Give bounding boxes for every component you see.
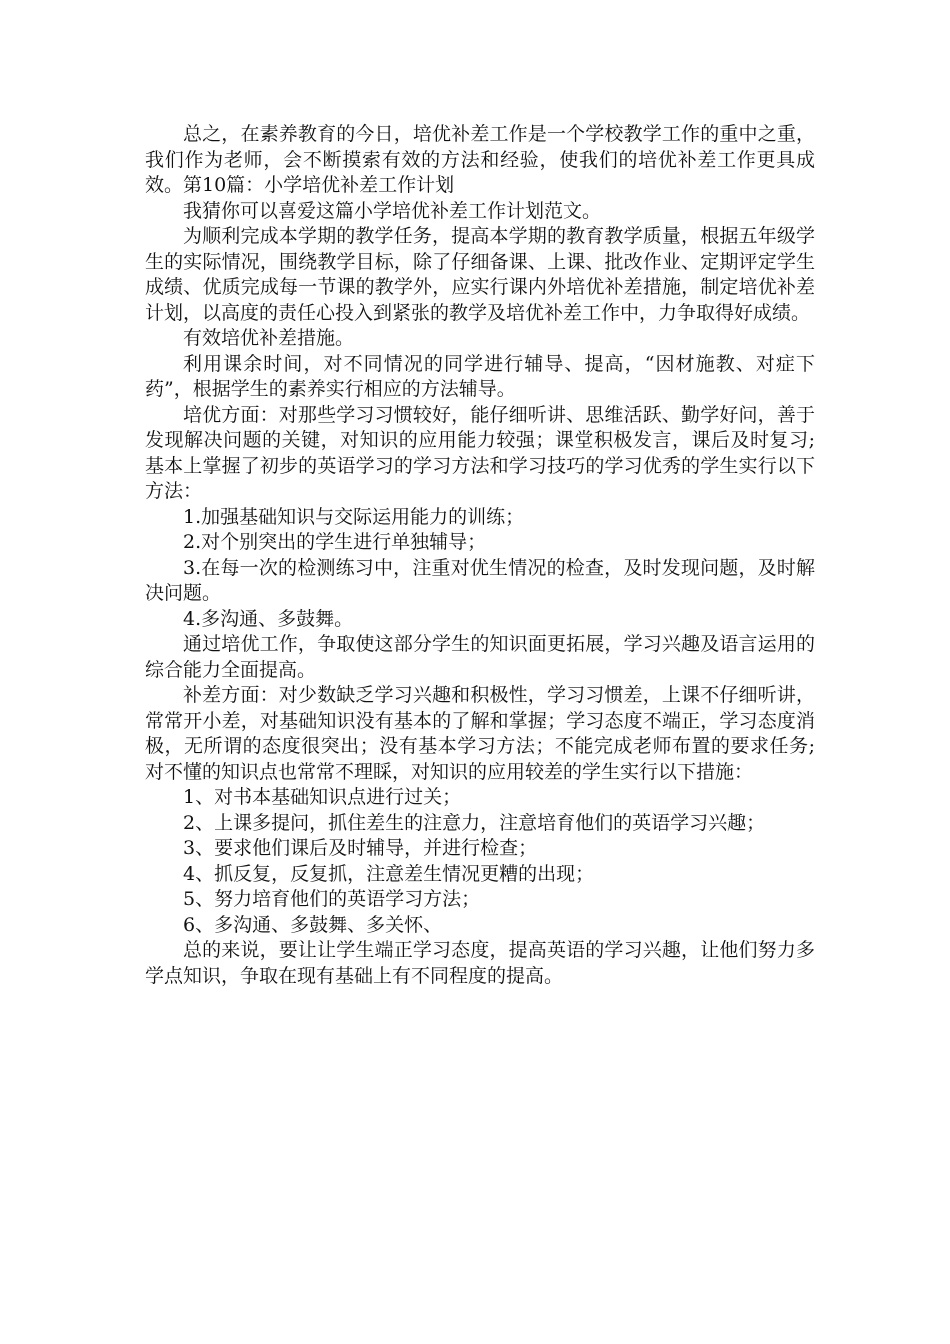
list-item: 3、要求他们课后及时辅导，并进行检查； — [183, 837, 538, 859]
paragraph: 为顺利完成本学期的教学任务，提高本学期的教育教学质量，根据五年级学生的实际情况，围绕教学目标，除了仔细备课、上课、批改作业、定期评定学生成绩、优质完成每一节课的教学外，应实行课内外培优补差措施，制定培优补差计划，以高度的责任心投入到紧张的教学及培优补差工作中，力争取得好成绩。 — [145, 225, 815, 324]
list-item: 1、对书本基础知识点进行过关； — [183, 786, 462, 808]
list-item: 4.多沟通、多鼓舞。 — [183, 607, 354, 630]
list-item: 3.在每一次的检测练习中，注重对优生情况的检查，及时发现问题，及时解决问题。 — [145, 556, 815, 604]
paragraph: 我猜你可以喜爱这篇小学培优补差工作计划范文。 — [183, 199, 602, 222]
paragraph: 利用课余时间，对不同情况的同学进行辅导、提高，“因材施教、对症下药”，根据学生的素养实行相应的方法辅导。 — [145, 352, 815, 400]
paragraph: 培优方面：对那些学习习惯较好，能仔细听讲、思维活跃、勤学好问，善于发现解决问题的关键，对知识的应用能力较强；课堂积极发言，课后及时复习;基本上掌握了初步的英语学习的学习方法和学习技巧的学习优秀的学生实行以下方法： — [145, 403, 815, 502]
list-item: 2、上课多提问，抓住差生的注意力，注意培育他们的英语学习兴趣； — [183, 811, 766, 834]
list-item: 2.对个别突出的学生进行单独辅导； — [183, 531, 487, 553]
document-page — [145, 122, 815, 989]
paragraph: 有效培优补差措施。 — [183, 327, 355, 349]
paragraph: 总的来说，要让让学生端正学习态度，提高英语的学习兴趣，让他们努力多学点知识，争取在现有基础上有不同程度的提高。 — [145, 939, 815, 987]
paragraph: 通过培优工作，争取使这部分学生的知识面更拓展，学习兴趣及语言运用的综合能力全面提高。 — [145, 633, 815, 681]
paragraph: 总之，在素养教育的今日，培优补差工作是一个学校教学工作的重中之重，我们作为老师，会不断摸索有效的方法和经验，使我们的培优补差工作更具成效。第10篇：小学培优补差工作计划 — [145, 123, 815, 196]
paragraph: 补差方面：对少数缺乏学习兴趣和积极性，学习习惯差，上课不仔细听讲，常常开小差，对基础知识没有基本的了解和掌握；学习态度不端正，学习态度消极，无所谓的态度很突出；没有基本学习方法；不能完成老师布置的要求任务; 对不懂的知识点也常常不理睬，对知识的应用较差的学生实行以下措施： — [145, 684, 815, 783]
list-item: 6、多沟通、多鼓舞、多关怀、 — [183, 913, 443, 936]
list-item: 4、抓反复，反复抓，注意差生情况更糟的出现； — [183, 862, 595, 885]
list-item: 5、努力培育他们的英语学习方法； — [183, 888, 481, 910]
list-item: 1.加强基础知识与交际运用能力的训练； — [183, 505, 525, 528]
